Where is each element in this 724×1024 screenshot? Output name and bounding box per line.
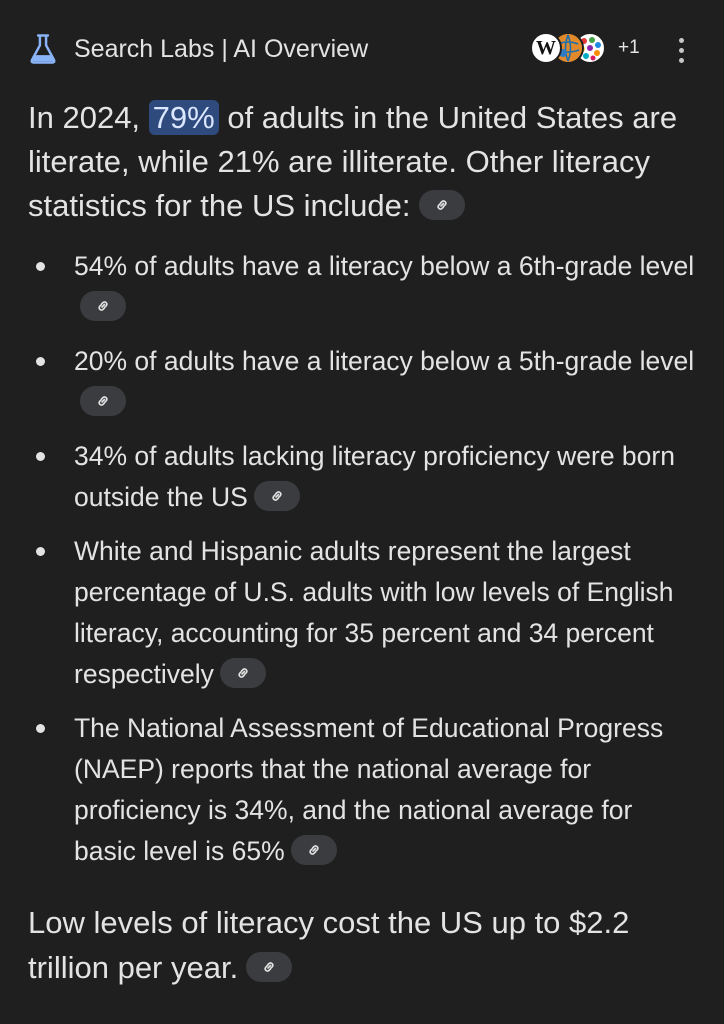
- outro-paragraph: [28, 900, 698, 990]
- source-link-chip[interactable]: [246, 952, 292, 982]
- list-item: [28, 246, 698, 328]
- source-icons-group[interactable]: [530, 30, 648, 68]
- bullet-dot: [36, 452, 45, 461]
- source-link-chip[interactable]: [220, 658, 266, 688]
- list-item-text: 34% of adults lacking literacy proficiency were born outside the US: [74, 441, 675, 512]
- list-item: [28, 341, 698, 423]
- link-icon: [95, 393, 111, 409]
- list-item: [28, 436, 698, 518]
- bullet-dot: [36, 357, 45, 366]
- wikipedia-icon[interactable]: W: [530, 32, 562, 64]
- source-link-chip[interactable]: [291, 835, 337, 865]
- intro-paragraph: [28, 96, 698, 228]
- flask-icon: [28, 33, 58, 65]
- ai-overview-content: [28, 96, 698, 990]
- source-link-chip[interactable]: [80, 386, 126, 416]
- list-item-text: 20% of adults have a literacy below a 5th-grade level: [74, 346, 695, 376]
- list-item-text: The National Assessment of Educational Progress (NAEP) reports that the national average for proficiency is 34%, and the national average for basic level is 65%: [74, 713, 664, 866]
- link-icon: [269, 488, 285, 504]
- intro-text-after: of adults in the United States are literate, while 21% are illiterate. Other literacy statistics for the US include:: [28, 100, 678, 223]
- link-icon: [235, 665, 251, 681]
- more-vert-icon[interactable]: [668, 36, 696, 64]
- header-title: Search Labs | AI Overview: [74, 35, 369, 63]
- source-link-chip[interactable]: [254, 481, 300, 511]
- ai-overview-header: [0, 0, 724, 96]
- link-icon: [261, 959, 277, 975]
- link-icon: [306, 842, 322, 858]
- list-item: [28, 531, 698, 695]
- list-item-text: 54% of adults have a literacy below a 6th-grade level: [74, 251, 695, 281]
- bullet-dot: [36, 547, 45, 556]
- bullet-dot: [36, 262, 45, 271]
- source-link-chip[interactable]: [419, 190, 465, 220]
- list-item-text: White and Hispanic adults represent the largest percentage of U.S. adults with low levels of English literacy, accounting for 35 percent and 34 percent respectively: [74, 536, 674, 689]
- more-sources-count[interactable]: +1: [618, 37, 640, 58]
- link-icon: [95, 298, 111, 314]
- bullet-dot: [36, 724, 45, 733]
- list-item: [28, 708, 698, 872]
- highlighted-stat[interactable]: 79%: [149, 100, 219, 135]
- link-icon: [434, 197, 450, 213]
- source-link-chip[interactable]: [80, 291, 126, 321]
- intro-text-before: In 2024,: [28, 100, 149, 135]
- outro-text: Low levels of literacy cost the US up to $2.2 trillion per year.: [28, 905, 630, 985]
- statistics-list: [28, 246, 698, 872]
